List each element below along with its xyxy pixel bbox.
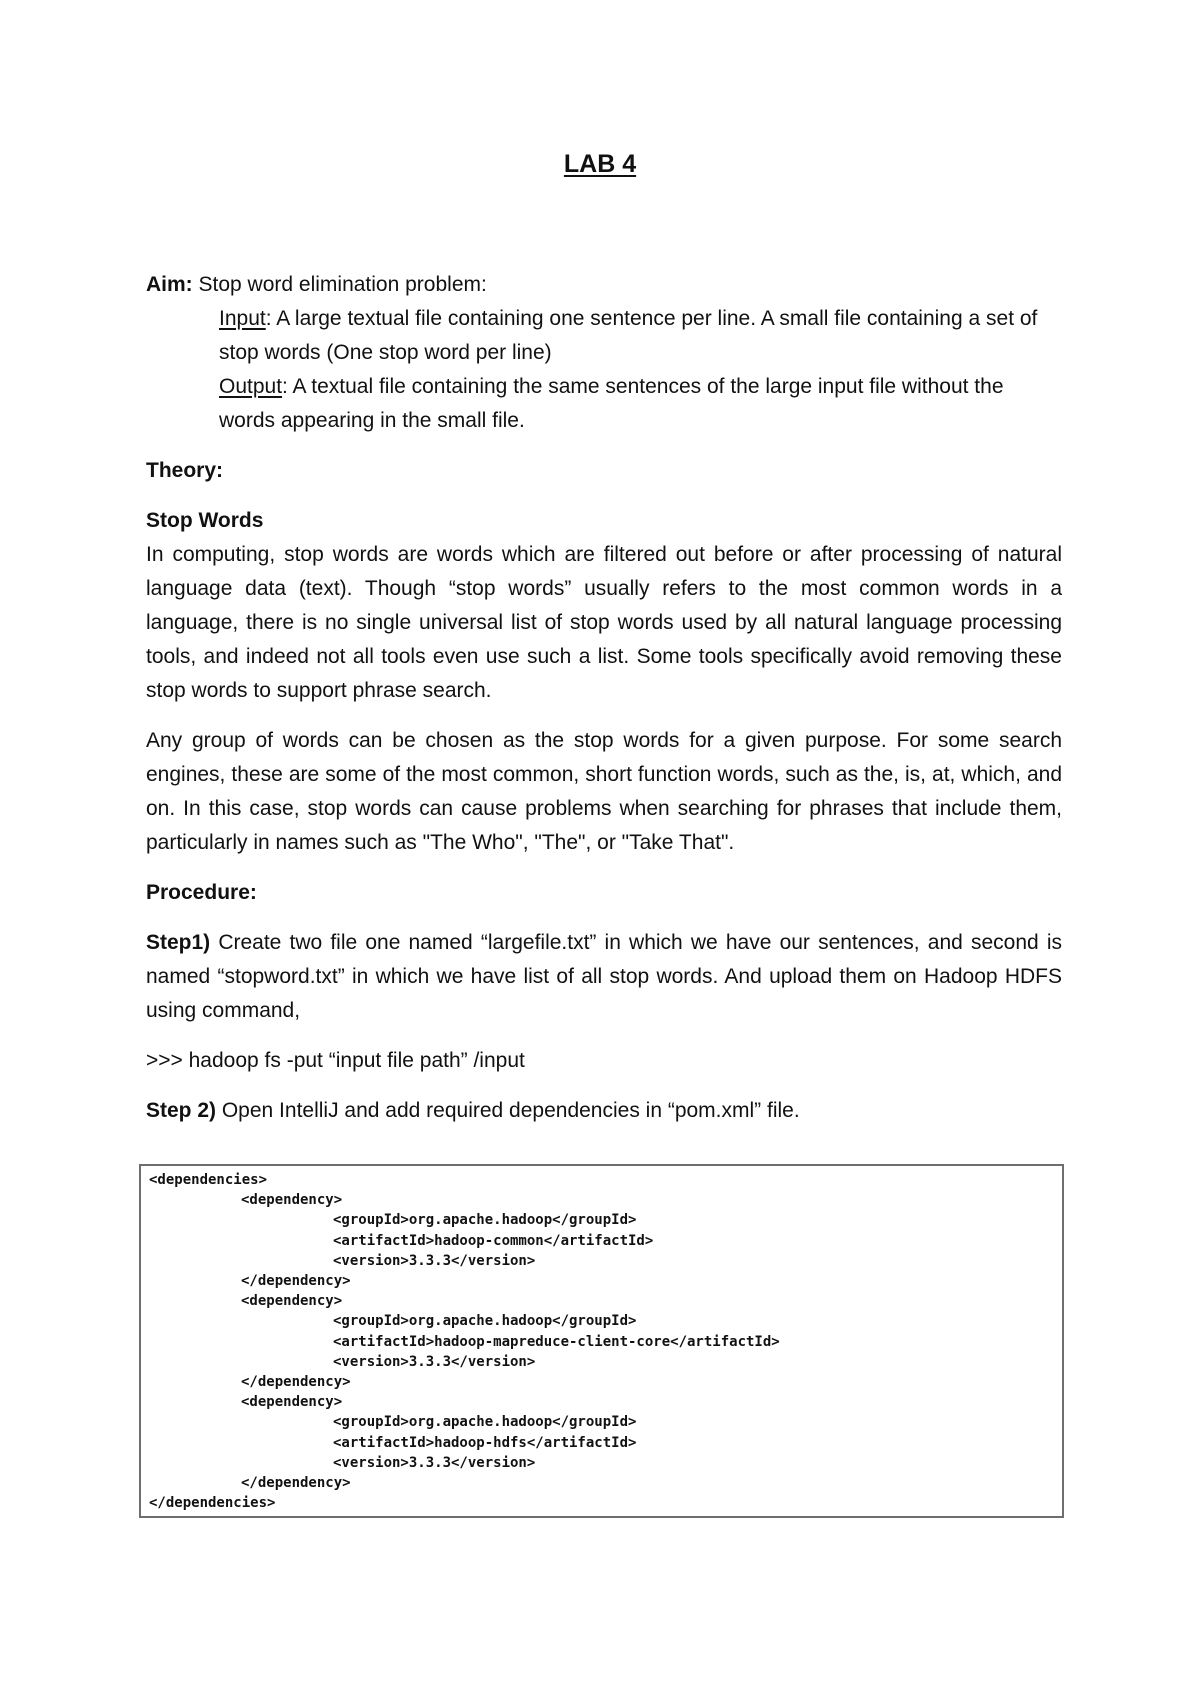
code-line: </dependency> — [241, 1374, 351, 1391]
code-line: <dependency> — [241, 1394, 343, 1411]
aim-input — [146, 302, 1062, 370]
document-body — [146, 268, 1062, 1128]
code-line: <groupId>org.apache.hadoop</groupId> — [333, 1212, 637, 1229]
step-2-text: Open IntelliJ and add required dependencies in “pom.xml” file. — [216, 1099, 800, 1122]
theory-paragraph-2: Any group of words can be chosen as the stop words for a given purpose. For some search engines, these are some of the most common, short function words, such as the, is, at, which, and on. In this case, stop words can cause problems when searching for phrases that include them, particularly in names such as "The Who", "The", or "Take That". — [146, 729, 1062, 854]
aim-text: Stop word elimination problem: — [198, 273, 487, 296]
aim-line — [146, 268, 1062, 302]
stop-words-heading: Stop Words — [146, 509, 264, 532]
step-2 — [146, 1094, 1062, 1128]
code-line: <dependencies> — [149, 1172, 268, 1188]
code-line: <dependency> — [241, 1192, 343, 1209]
code-line: <artifactId>hadoop-mapreduce-client-core</artifactId> — [333, 1333, 780, 1350]
step-1-label: Step1) — [146, 931, 211, 954]
input-label: Input — [219, 307, 266, 330]
code-line: <dependency> — [241, 1293, 343, 1310]
code-line: <artifactId>hadoop-hdfs</artifactId> — [333, 1434, 637, 1451]
theory-paragraph-1: In computing, stop words are words which are filtered out before or after processing of natural language data (text). Though “stop words” usually refers to the most common words in a language, there is no single universal list of stop words used by all natural language processing tools, and indeed not all tools even use such a list. Some tools specifically avoid removing these stop words to support phrase search. — [146, 543, 1062, 702]
procedure-heading: Procedure: — [146, 881, 257, 904]
output-text: : A textual file containing the same sentences of the large input file without the words appearing in the small file. — [219, 375, 1004, 432]
aim-output — [146, 370, 1062, 438]
pom-dependencies-code-block — [139, 1164, 1064, 1518]
code-line: </dependency> — [241, 1475, 351, 1492]
step-1-text: Create two file one named “largefile.txt” in which we have our sentences, and second is named “stopword.txt” in which we have list of all stop words. And upload them on Hadoop HDFS using command, — [146, 931, 1062, 1022]
code-line: <groupId>org.apache.hadoop</groupId> — [333, 1313, 637, 1330]
code-line: </dependencies> — [149, 1495, 276, 1512]
step-1 — [146, 926, 1062, 1028]
aim-label: Aim: — [146, 273, 193, 296]
code-line: <version>3.3.3</version> — [333, 1252, 536, 1269]
page-title: LAB 4 — [563, 150, 637, 178]
code-line: </dependency> — [241, 1273, 351, 1290]
input-text: : A large textual file containing one sentence per line. A small file containing a set of stop words (One stop word per line) — [219, 307, 1038, 364]
code-line: <version>3.3.3</version> — [333, 1353, 536, 1370]
code-line: <artifactId>hadoop-common</artifactId> — [333, 1232, 654, 1249]
hdfs-command: >>> hadoop fs -put “input file path” /input — [146, 1049, 525, 1072]
code-line: <groupId>org.apache.hadoop</groupId> — [333, 1414, 637, 1431]
code-line: <version>3.3.3</version> — [333, 1454, 536, 1471]
theory-heading: Theory: — [146, 459, 224, 482]
step-2-label: Step 2) — [146, 1099, 217, 1122]
output-label: Output — [219, 375, 283, 398]
